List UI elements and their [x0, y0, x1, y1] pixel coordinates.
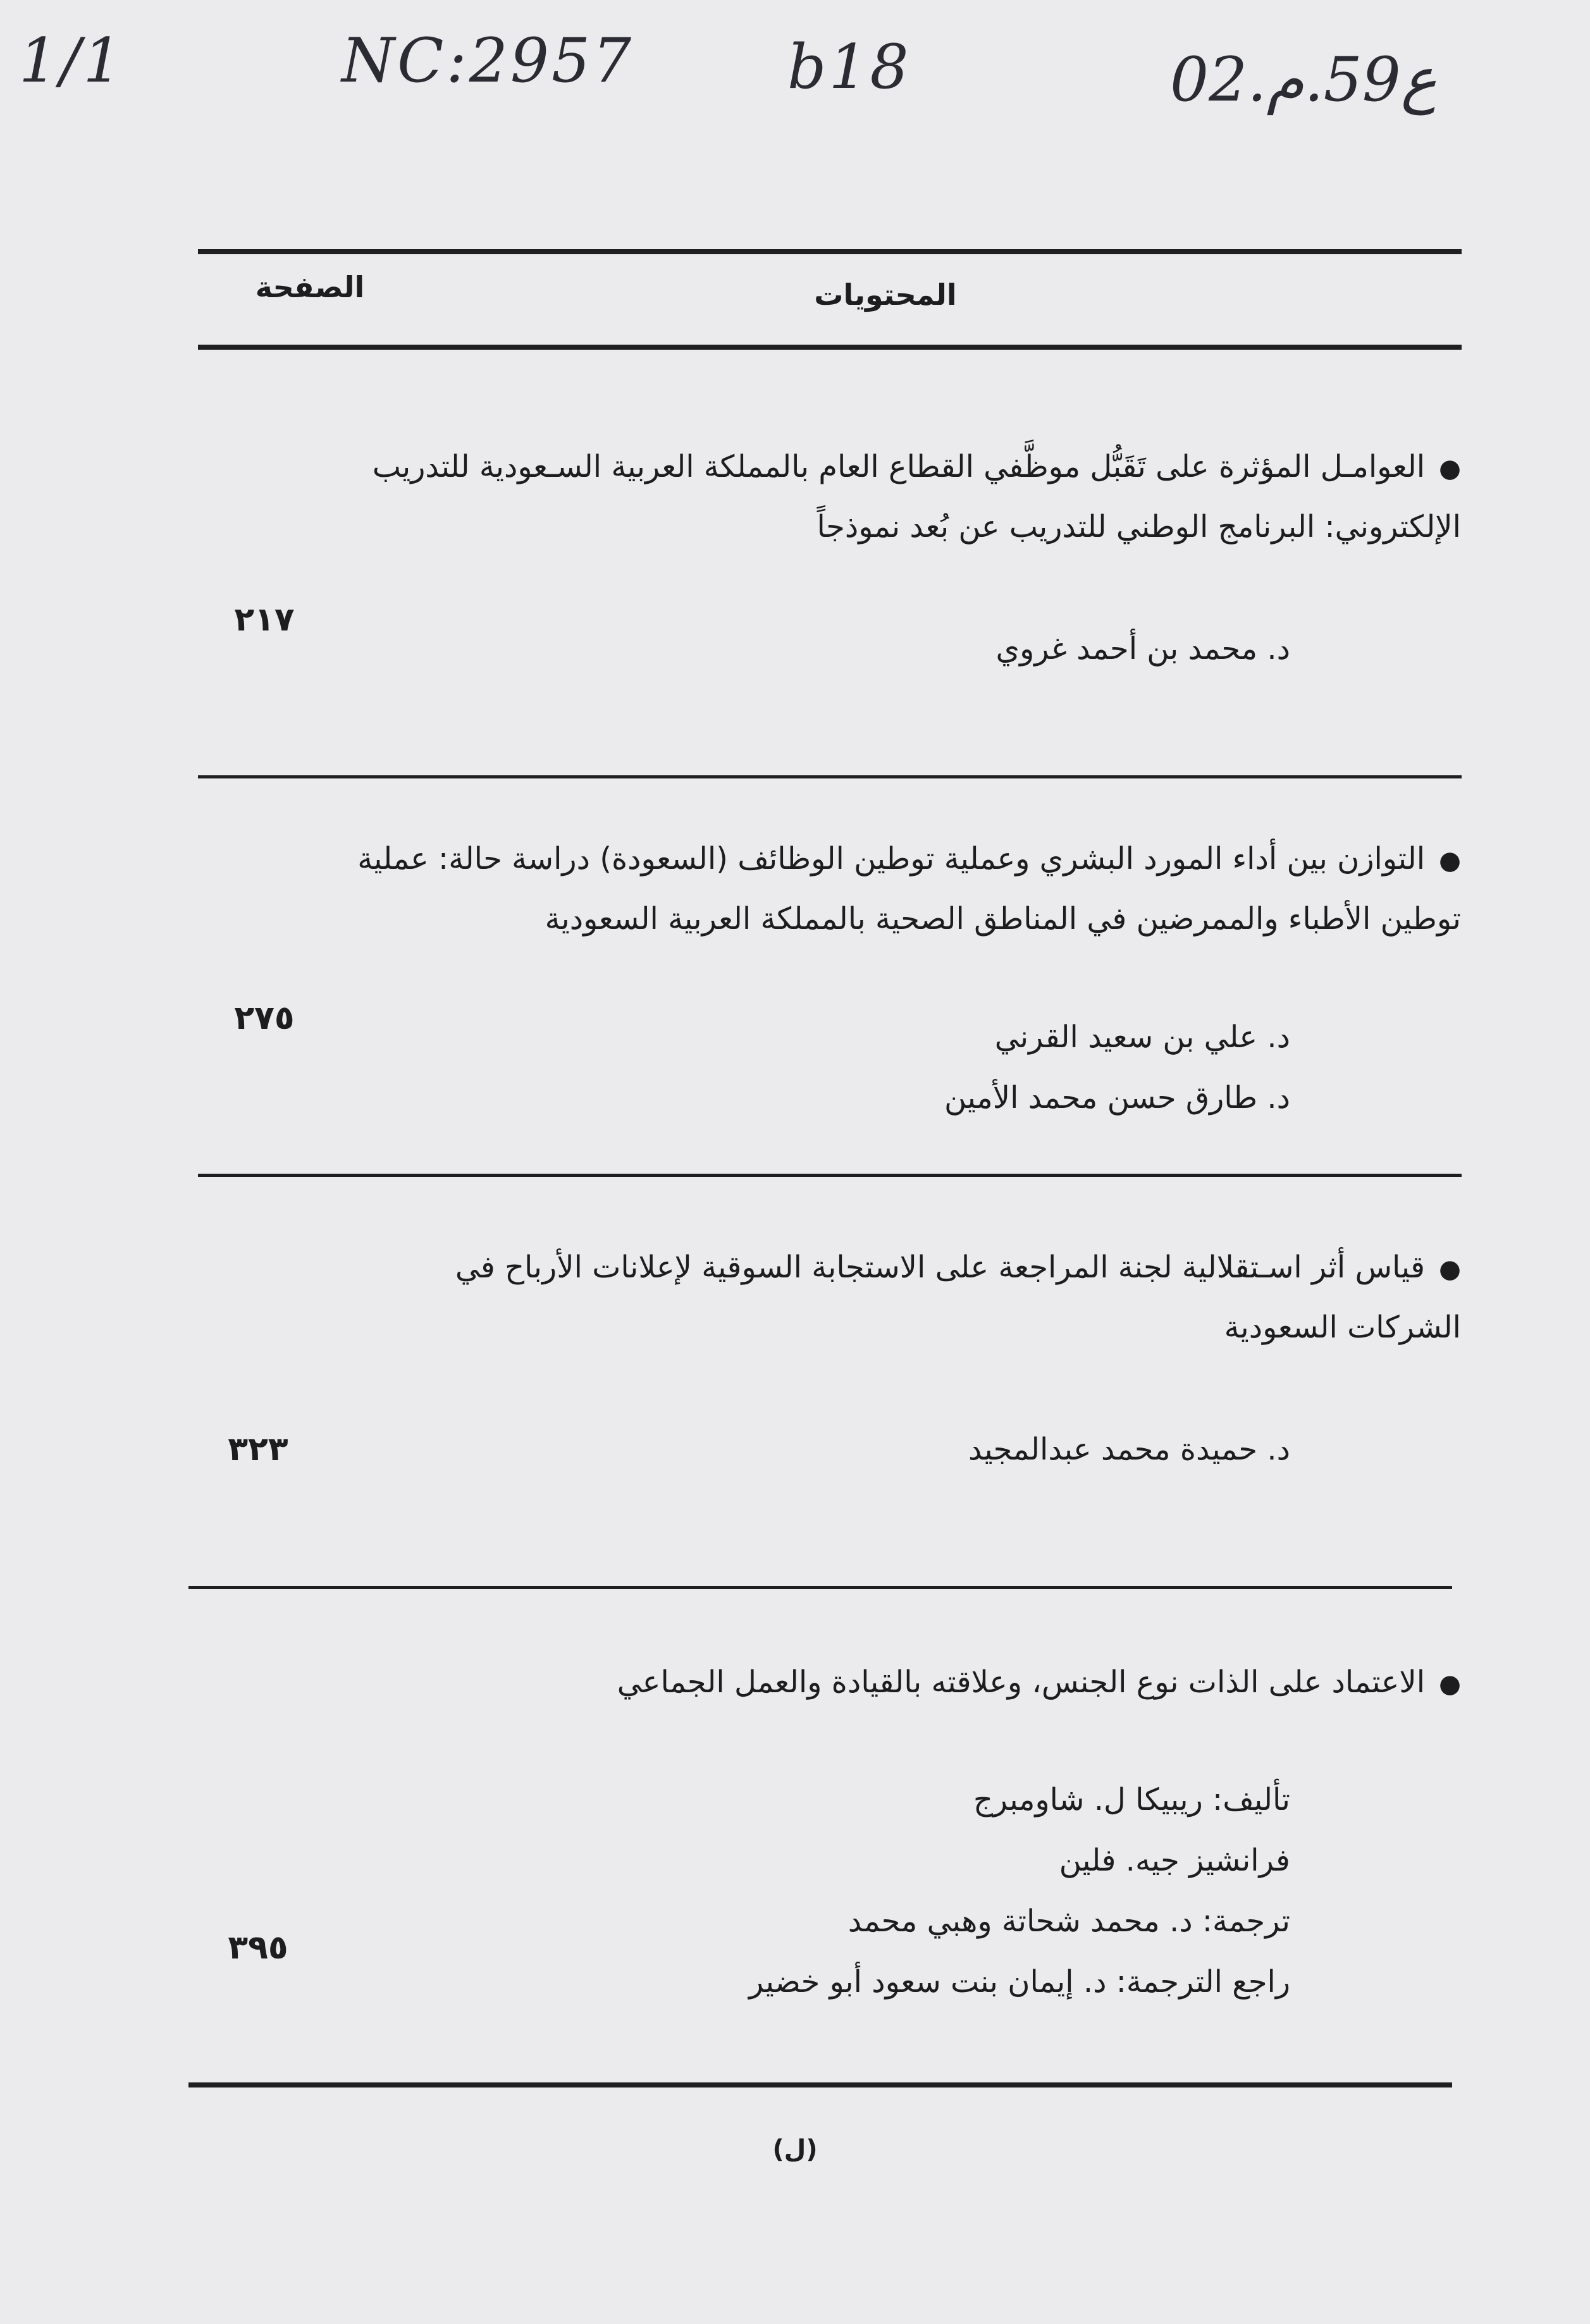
page-column-heading: الصفحة	[255, 270, 365, 304]
entry-title-text: قياس أثر اسـتقلالية لجنة المراجعة على الاستجابة السوقية لإعلانات الأرباح في الشركات السعودية	[455, 1250, 1461, 1345]
handwritten-note-fraction: 1/1	[19, 25, 125, 96]
entry-title	[342, 1238, 1461, 1356]
bullet-icon: ●	[1439, 1255, 1461, 1284]
bottom-rule	[188, 2082, 1452, 2087]
handwritten-note-code: b18	[787, 32, 911, 102]
handwritten-note-nc-number: NC:2957	[342, 25, 634, 96]
entry-title-text: العوامـل المؤثرة على تَقَبُّل موظَّفي القطاع العام بالمملكة العربية السـعودية للتدريب الإلكتروني: البرنامج الوطني للتدريب عن بُعد نموذجاً	[372, 449, 1461, 544]
entry-reviewer: راجع الترجمة: د. إيمان بنت سعود أبو خضير	[748, 1964, 1290, 2000]
entry-translator: ترجمة: د. محمد شحاتة وهبي محمد	[847, 1903, 1290, 1939]
entry-page-number: ٢٧٥	[234, 999, 295, 1037]
entry-title	[342, 438, 1461, 556]
entry-divider	[198, 1174, 1462, 1177]
entry-divider	[198, 775, 1462, 778]
bullet-icon: ●	[1439, 846, 1461, 875]
entry-page-number: ٢١٧	[234, 601, 295, 639]
entry-author: تأليف: ريبيكا ل. شاومبرج	[973, 1782, 1290, 1817]
header-rule	[198, 345, 1462, 350]
entry-author: د. علي بن سعيد القرني	[994, 1019, 1290, 1055]
entry-title-text: الاعتماد على الذات نوع الجنس، وعلاقته بالقيادة والعمل الجماعي	[617, 1664, 1426, 1700]
contents-heading: المحتويات	[814, 278, 957, 312]
bullet-icon: ●	[1439, 454, 1461, 483]
bullet-icon: ●	[1439, 1669, 1461, 1699]
entry-author: د. حميدة محمد عبدالمجيد	[968, 1432, 1290, 1467]
handwritten-note-classification: 02.ع59.م	[1170, 44, 1438, 115]
top-rule	[198, 249, 1462, 254]
entry-author: د. طارق حسن محمد الأمين	[944, 1080, 1290, 1116]
entry-author: فرانشيز جيه. فلين	[1059, 1843, 1290, 1878]
page-marker: (ل)	[772, 2135, 818, 2164]
entry-page-number: ٣٢٣	[228, 1430, 288, 1468]
entry-title	[342, 830, 1461, 948]
entry-page-number: ٣٩٥	[228, 1929, 288, 1967]
entry-title	[342, 1653, 1461, 1713]
entry-title-text: التوازن بين أداء المورد البشري وعملية توطين الوظائف (السعودة) دراسة حالة: عملية توطين الأطباء والممرضين في المناطق الصحية بالمملكة العربية السعودية	[357, 841, 1461, 937]
entry-author: د. محمد بن أحمد غروي	[995, 631, 1290, 667]
entry-divider	[188, 1586, 1452, 1589]
